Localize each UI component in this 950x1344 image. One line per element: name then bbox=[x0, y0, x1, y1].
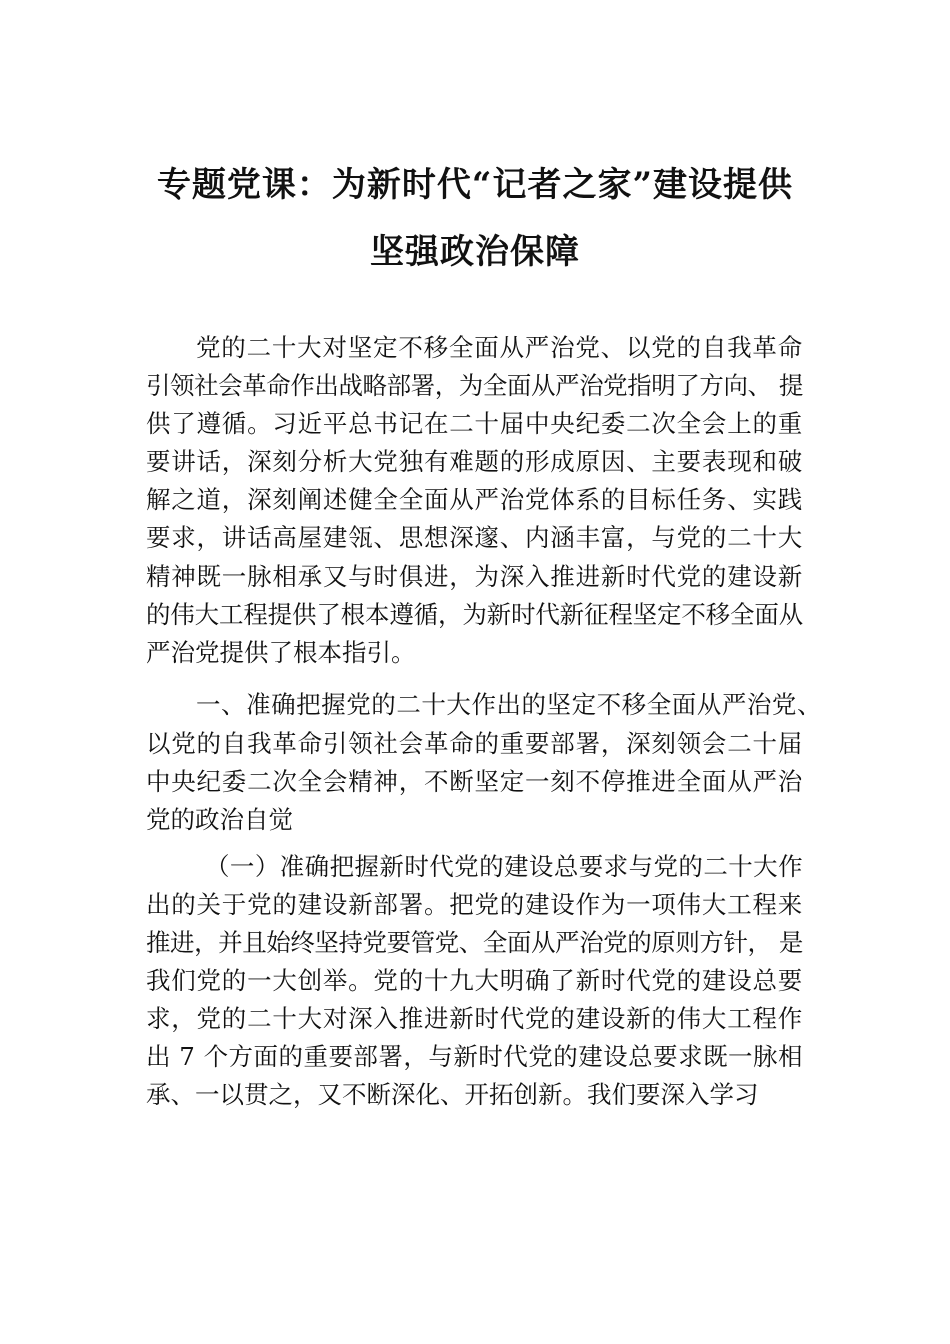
paragraph-1-line: 供了遵循。习近平总书记在二十届中央纪委二次全会上的重 bbox=[146, 409, 803, 438]
paragraph-2-line: 一、准确把握党的二十大作出的坚定不移全面从严治党、 bbox=[196, 690, 822, 719]
paragraph-3-line: 求，党的二十大对深入推进新时代党的建设新的伟大工程作 bbox=[146, 1004, 803, 1033]
paragraph-1-line: 要讲话，深刻分析大党独有难题的形成原因、主要表现和破 bbox=[146, 447, 803, 476]
paragraph-3-line: 我们党的一大创举。党的十九大明确了新时代党的建设总要 bbox=[146, 966, 803, 995]
paragraph-1-line: 的伟大工程提供了根本遵循，为新时代新征程坚定不移全面从 bbox=[146, 600, 803, 629]
paragraph-3-line: 承、一以贯之，又不断深化、开拓创新。我们要深入学习 bbox=[146, 1080, 759, 1109]
document-title-line-1: 专题党课：为新时代“记者之家”建设提供 bbox=[156, 165, 794, 205]
paragraph-3-line: （一）准确把握新时代党的建设总要求与党的二十大作 bbox=[205, 852, 803, 881]
paragraph-1-line: 严治党提供了根本指引。 bbox=[146, 638, 416, 667]
paragraph-2-line: 以党的自我革命引领社会革命的重要部署，深刻领会二十届 bbox=[146, 729, 803, 758]
paragraph-1-line: 党的二十大对坚定不移全面从严治党、以党的自我革命 bbox=[196, 333, 803, 362]
paragraph-2-line: 党的政治自觉 bbox=[146, 805, 293, 834]
paragraph-1-line: 精神既一脉相承又与时俱进，为深入推进新时代党的建设新 bbox=[146, 562, 803, 591]
paragraph-3-line: 出 7 个方面的重要部署，与新时代党的建设总要求既一脉相 bbox=[146, 1042, 803, 1071]
paragraph-3-line: 出的关于党的建设新部署。把党的建设作为一项伟大工程来 bbox=[146, 890, 803, 919]
paragraph-1-line: 要求，讲话高屋建瓴、思想深邃、内涵丰富，与党的二十大 bbox=[146, 523, 803, 552]
paragraph-1-line: 解之道，深刻阐述健全全面从严治党体系的目标任务、实践 bbox=[146, 485, 803, 514]
paragraph-3-line: 推进，并且始终坚持党要管党、全面从严治党的原则方针， 是 bbox=[146, 928, 803, 957]
document-title-line-2: 坚强政治保障 bbox=[370, 232, 580, 272]
paragraph-1-line: 引领社会革命作出战略部署，为全面从严治党指明了方向、 提 bbox=[146, 371, 803, 400]
paragraph-2-line: 中央纪委二次全会精神，不断坚定一刻不停推进全面从严治 bbox=[146, 767, 803, 796]
